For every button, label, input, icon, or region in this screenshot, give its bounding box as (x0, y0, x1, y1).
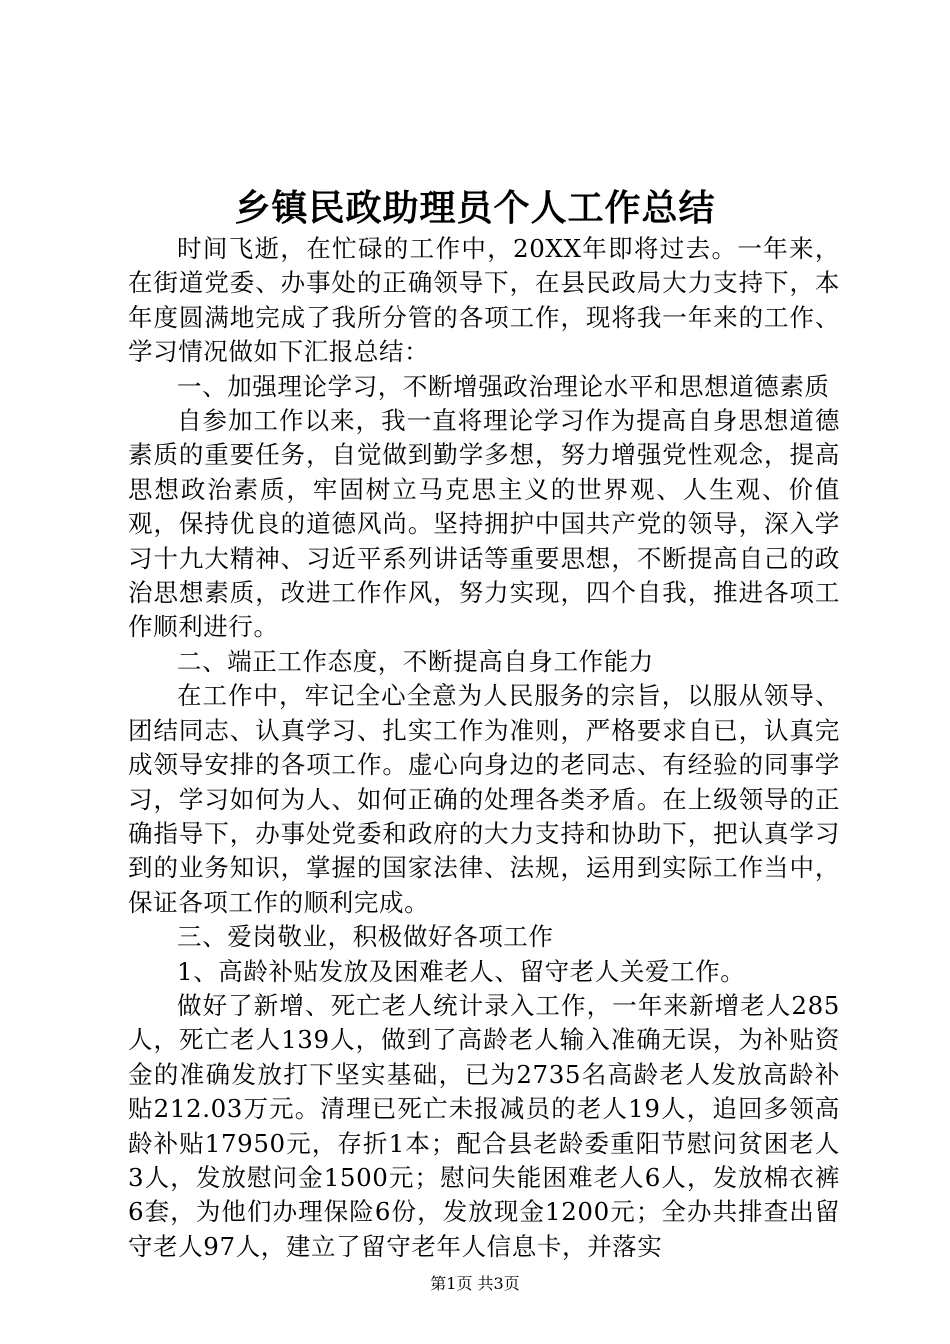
section-heading-1: 一、加强理论学习，不断增强政治理论水平和思想道德素质 (177, 371, 830, 401)
subsection-heading-1: 1、高龄补贴发放及困难老人、留守老人关爱工作。 (177, 956, 746, 986)
intro-paragraph: 时间飞逝，在忙碌的工作中，20XX年即将过去。一年来，在街道党委、办事处的正确领导下，在县民政局大力支持下，本年度圆满地完成了我所分管的各项工作，现将我一年来的工作、学习情况做如下汇报总结： (128, 234, 840, 367)
section-1-paragraph: 自参加工作以来，我一直将理论学习作为提高自身思想道德素质的重要任务，自觉做到勤学多想，努力增强党性观念，提高思想政治素质，牢固树立马克思主义的世界观、人生观、价值观，保持优良的道德风尚。坚持拥护中国共产党的领导，深入学习十九大精神、习近平系列讲话等重要思想，不断提高自己的政治思想素质，改进工作作风，努力实现，四个自我，推进各项工作顺利进行。 (128, 406, 840, 642)
document-title: 乡镇民政助理员个人工作总结 (234, 187, 716, 229)
section-heading-3: 三、爱岗敬业，积极做好各项工作 (177, 922, 554, 952)
page-number-footer: 第1页 共3页 (430, 1274, 520, 1293)
subsection-1-paragraph: 做好了新增、死亡老人统计录入工作，一年来新增老人285人，死亡老人139人，做到了高龄老人输入准确无误，为补贴资金的准确发放打下坚实基础，已为2735名高龄老人发放高龄补贴212.03万元。清理已死亡未报减员的老人19人，追回多领高龄补贴17950元，存折1本；配合县老龄委重阳节慰问贫困老人3人，发放慰问金1500元；慰问失能困难老人6人，发放棉衣裤6套，为他们办理保险6份，发放现金1200元；全办共排查出留守老人97人，建立了留守老年人信息卡，并落实 (128, 990, 840, 1261)
section-2-paragraph: 在工作中，牢记全心全意为人民服务的宗旨，以服从领导、团结同志、认真学习、扎实工作为准则，严格要求自已，认真完成领导安排的各项工作。虚心向身边的老同志、有经验的同事学习，学习如何为人、如何正确的处理各类矛盾。在上级领导的正确指导下，办事处党委和政府的大力支持和协助下，把认真学习到的业务知识，掌握的国家法律、法规，运用到实际工作当中，保证各项工作的顺利完成。 (128, 681, 840, 917)
document-body (128, 232, 840, 1264)
section-heading-2: 二、端正工作态度，不断提高自身工作能力 (177, 646, 654, 676)
